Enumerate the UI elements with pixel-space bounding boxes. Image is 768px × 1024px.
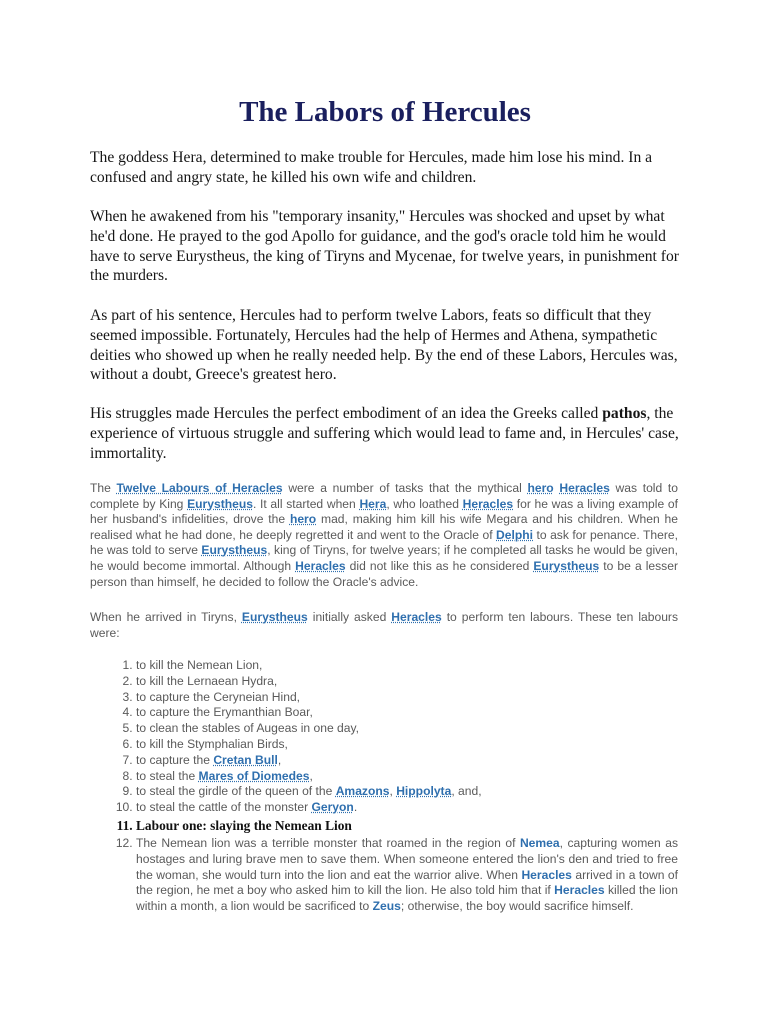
link-heracles[interactable]: Heracles (391, 610, 442, 624)
link-eurystheus[interactable]: Eurystheus (241, 610, 308, 624)
text-span: to be a lesser person than himself, he decided to follow the Oracle's advice. (90, 558, 678, 589)
keyword-heracles: Heracles (521, 867, 572, 882)
link-eurystheus[interactable]: Eurystheus (187, 496, 253, 511)
text-span: , (309, 768, 313, 783)
link-hera[interactable]: Hera (359, 496, 387, 511)
list-item (136, 753, 678, 769)
text-span: The (90, 481, 117, 495)
text-span: ; otherwise, the boy would sacrifice himself. (400, 899, 634, 914)
link-heracles[interactable]: Heracles (559, 481, 610, 495)
text-span: to perform ten labours. These ten labours were: (90, 610, 678, 640)
text-span: did not like this as he considered (345, 558, 534, 573)
link-heracles[interactable]: Heracles (295, 558, 346, 573)
paragraph-sentence: As part of his sentence, Hercules had to perform twelve Labors, feats so difficult that they seemed impossible. Fortunately, Hercules had the help of Hermes and Athena, sympathetic deities who showed up when he really needed help. By the end of these Labors, Hercules was, without a doubt, Greece's greatest hero. (90, 307, 678, 384)
text-span: . (353, 800, 358, 815)
list-item: 6. to kill the Stymphalian Birds, (136, 737, 678, 753)
list-item (136, 784, 678, 800)
list-item: 1. to kill the Nemean Lion, (136, 658, 678, 674)
pathos-text-a: His struggles made Hercules the perfect embodiment of an idea the Greeks called (90, 405, 603, 422)
list-item (136, 769, 678, 785)
text-span: to ask for penance. There, he was told to serve (90, 527, 678, 558)
text-span: , who loathed (386, 496, 463, 511)
arrival-paragraph (90, 610, 678, 641)
link-mares-of-diomedes[interactable]: Mares of Diomedes (198, 768, 310, 783)
keyword-heracles: Heracles (554, 883, 605, 898)
keyword-nemea: Nemea (519, 835, 560, 850)
text-span: , (277, 752, 282, 767)
list-item (136, 800, 678, 816)
text-span: When he arrived in Tiryns, (90, 610, 242, 624)
labours-intro (90, 481, 678, 590)
text-span: , king of Tiryns, for twelve years; if he completed all tasks he would be given, he would become immortal. Although (90, 543, 678, 573)
text-span: to steal the cattle of the monster (136, 800, 312, 815)
text-span: The Nemean lion was a terrible monster that roamed in the region of (136, 835, 520, 850)
list-item: 2. to kill the Lernaean Hydra, (136, 674, 678, 690)
link-amazons[interactable]: Amazons (335, 784, 390, 799)
text-span: , and, (451, 784, 482, 799)
labour-one-heading: 11. Labour one: slaying the Nemean Lion (136, 816, 678, 836)
text-span: to capture the (136, 752, 214, 767)
text-span: killed the lion within a month, a lion would be sacrificed to (136, 883, 678, 914)
text-span: to steal the girdle of the queen of the (136, 784, 336, 799)
pathos-term: pathos (602, 405, 647, 422)
link-geryon[interactable]: Geryon (311, 800, 354, 815)
text-span: mad, making him kill his wife Megara and his children. When he realised what he had done, he deeply regretted it and went to the Oracle of (90, 512, 678, 542)
text-span: , (389, 784, 397, 799)
link-delphi[interactable]: Delphi (496, 527, 534, 542)
paragraph-hera: The goddess Hera, determined to make trouble for Hercules, made him lose his mind. In a confused and angry state, he killed his own wife and children. (90, 149, 653, 186)
link-hippolyta[interactable]: Hippolyta (396, 784, 452, 799)
page-title: The Labors of Hercules (239, 96, 531, 128)
text-span: . It all started when (252, 496, 360, 511)
paragraph-pathos (90, 404, 680, 463)
labours-list (90, 658, 678, 915)
text-span: was told to complete by King (90, 481, 679, 511)
text-span: arrived in a town of the region, he met a boy who asked him to kill the lion. He also told him that if (136, 867, 678, 898)
list-item (136, 836, 678, 915)
text-span: initially asked (307, 610, 392, 624)
link-eurystheus[interactable]: Eurystheus (533, 558, 600, 573)
text-span: to steal the (136, 768, 199, 783)
link-cretan-bull[interactable]: Cretan Bull (213, 752, 278, 767)
link-heracles[interactable]: Heracles (462, 496, 514, 511)
list-item: 4. to capture the Erymanthian Boar, (136, 705, 678, 721)
text-span: for he was a living example of her husband's infidelities, drove the (90, 496, 678, 527)
keyword-zeus: Zeus (372, 899, 401, 914)
list-item: 5. to clean the stables of Augeas in one day, (136, 721, 678, 737)
link-hero[interactable]: hero (289, 512, 317, 527)
pathos-text-c: , the experience of virtuous struggle and suffering which would lead to fame and, in Hercules' case, immortality. (90, 405, 679, 462)
link-hero[interactable]: hero (527, 481, 554, 495)
list-item: 3. to capture the Ceryneian Hind, (136, 690, 678, 706)
paragraph-insanity: When he awakened from his "temporary insanity," Hercules was shocked and upset by what he'd done. He prayed to the god Apollo for guidance, and the god's oracle told him he would have to serve Eurystheus, the king of Tiryns and Mycenae, for twelve years, in punishment for the murders. (90, 208, 679, 285)
link-eurystheus[interactable]: Eurystheus (201, 543, 268, 558)
text-span: , capturing women as hostages and luring brave men to save them. When someone entered the lion's den and tried to free the woman, she would turn into the lion and eat the warrior alive. When (136, 835, 678, 882)
text-span: were a number of tasks that the mythical (282, 481, 528, 495)
link-twelve-labours[interactable]: Twelve Labours of Heracles (116, 481, 283, 495)
